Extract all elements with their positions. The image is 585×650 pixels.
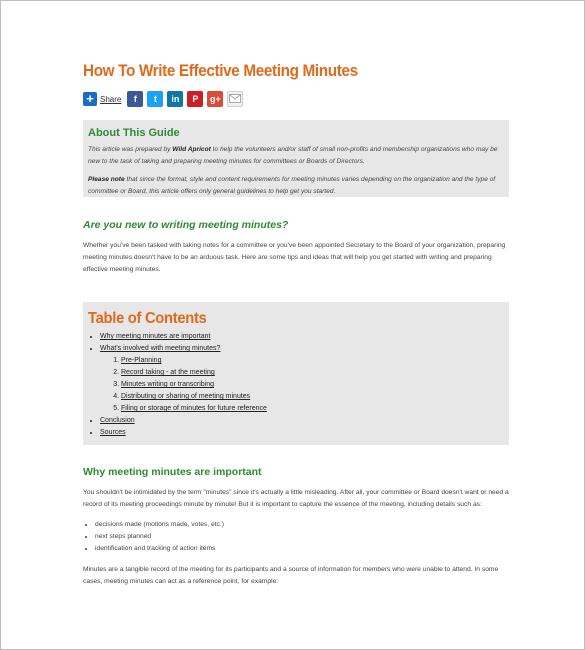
toc-link-distributing[interactable]: Distributing or sharing of meeting minutes	[121, 393, 251, 400]
about-guide-text: This article was prepared by	[88, 146, 173, 153]
toc-link-whats-involved[interactable]: What's involved with meeting minutes?	[100, 345, 221, 352]
toc-link-minutes-writing[interactable]: Minutes writing or transcribing	[121, 381, 214, 388]
section-paragraph-1: You shouldn't be intimidated by the term "minutes" since it's actually a little misleading. After all, your committee or Board doesn't want or need a record of its meeting proceedings minute by minute! But it is important to capture the essence of the meeting, including details such as:	[83, 489, 509, 508]
about-guide-box	[83, 120, 509, 197]
about-guide-title: About This Guide	[88, 127, 180, 139]
section-paragraph-2: Minutes are a tangible record of the meeting for its participants and a source of information for members who were unable to attend. In some cases, meeting minutes can act as a reference point, for example:	[83, 566, 499, 585]
toc-subitem	[121, 367, 503, 379]
bullet-item: • next steps planned	[95, 531, 509, 543]
please-note-label: Please note	[88, 176, 125, 183]
google-plus-icon[interactable]: g+	[207, 91, 223, 107]
section-bullet-list	[83, 519, 509, 555]
toc-subitem	[121, 355, 503, 367]
email-icon[interactable]	[227, 91, 243, 107]
section-heading: Why meeting minutes are important	[83, 466, 262, 478]
article-content	[83, 61, 509, 588]
toc-item	[100, 331, 503, 343]
toc-sublist	[100, 355, 503, 415]
table-of-contents	[83, 302, 509, 445]
twitter-icon[interactable]: t	[147, 91, 163, 107]
toc-item	[100, 343, 503, 415]
pinterest-icon[interactable]: P	[187, 91, 203, 107]
bullet-item: • decisions made (motions made, votes, etc.)	[95, 519, 509, 531]
toc-list	[88, 331, 503, 439]
intro-paragraph: Whether you've been tasked with taking notes for a committee or you've been appointed Secretary to the Board of your organization, preparing meeting minutes doesn't have to be an arduous task. Here are some tips and ideas that will help you get started with writing and preparing effective meeting minutes.	[83, 242, 506, 273]
toc-link-sources[interactable]: Sources	[100, 429, 126, 436]
bullet-item: • identification and tracking of action items	[95, 543, 509, 555]
about-guide-text: to help the volunteers and/or staff of small non-profits and membership organizations who may be new to the task of taking and preparing meeting minutes for committees or Boards of Directors.	[88, 146, 498, 165]
wild-apricot-name: Wild Apricot	[172, 146, 211, 153]
share-link[interactable]: Share	[100, 94, 122, 104]
toc-item	[100, 415, 503, 427]
toc-link-record-taking[interactable]: Record taking - at the meeting	[121, 369, 215, 376]
toc-link-pre-planning[interactable]: Pre-Planning	[121, 357, 162, 364]
toc-link-why-important[interactable]: Why meeting minutes are important	[100, 333, 211, 340]
about-guide-paragraph-2	[88, 174, 503, 198]
share-bar	[83, 90, 509, 108]
toc-link-conclusion[interactable]: Conclusion	[100, 417, 135, 424]
toc-link-filing[interactable]: Filing or storage of minutes for future reference	[121, 405, 267, 412]
intro-heading: Are you new to writing meeting minutes?	[83, 219, 289, 231]
about-guide-paragraph-1	[88, 144, 503, 168]
toc-subitem	[121, 403, 503, 415]
toc-subitem	[121, 391, 503, 403]
toc-subitem	[121, 379, 503, 391]
page-title: How To Write Effective Meeting Minutes	[83, 61, 358, 80]
linkedin-icon[interactable]: in	[167, 91, 183, 107]
about-guide-text: that since the format, style and content requirements for meeting minutes varies depending on the organization and the type of committee or Board, this article offers only general guidelines to help get you started.	[88, 176, 496, 195]
toc-item	[100, 427, 503, 439]
share-plus-icon[interactable]: +	[83, 92, 97, 106]
facebook-icon[interactable]: f	[127, 91, 143, 107]
toc-title: Table of Contents	[88, 310, 207, 327]
